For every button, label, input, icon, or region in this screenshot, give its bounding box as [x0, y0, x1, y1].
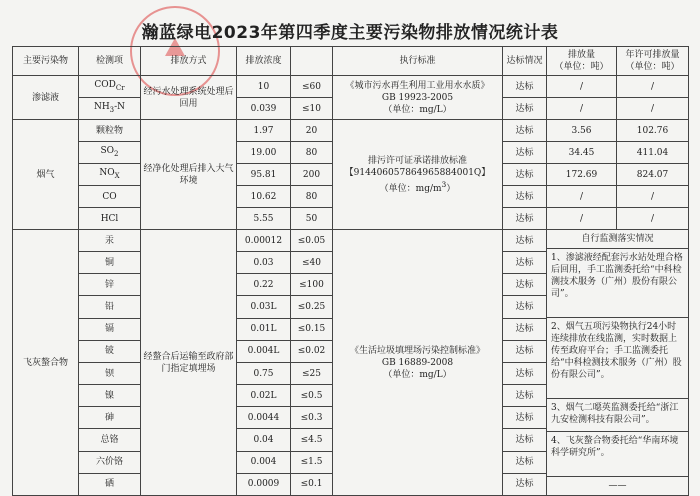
limit-cell: 80 [291, 186, 333, 208]
item-cell: 砷 [79, 407, 141, 429]
method-flue: 经净化处理后排入大气环境 [141, 120, 237, 230]
item-cell: $NH_3-N$ [79, 98, 141, 120]
status-cell: 达标 [503, 230, 547, 252]
header-permit: 年许可排放量 （单位：吨） [617, 47, 689, 76]
method-flyash: 经螯合后运输至政府部门指定填埋场 [141, 230, 237, 496]
header-item: 检测项 [79, 47, 141, 76]
limit-cell: ≤40 [291, 252, 333, 274]
conc-cell: 0.22 [237, 274, 291, 296]
limit-cell: 50 [291, 208, 333, 230]
emission-cell: / [547, 76, 617, 98]
status-cell: 达标 [503, 429, 547, 451]
item-cell: 铅 [79, 296, 141, 318]
table-row [13, 120, 689, 142]
item-cell: 硒 [79, 473, 141, 495]
limit-cell: ≤0.25 [291, 296, 333, 318]
status-cell: 达标 [503, 252, 547, 274]
status-cell: 达标 [503, 76, 547, 98]
item-cell: 钡 [79, 362, 141, 384]
conc-cell: 10 [237, 76, 291, 98]
item-cell: 总铬 [79, 429, 141, 451]
item-cell: 镍 [79, 385, 141, 407]
limit-cell: ≤0.02 [291, 340, 333, 362]
emission-cell: / [547, 98, 617, 120]
item-cell: 锌 [79, 274, 141, 296]
conc-cell: 10.62 [237, 186, 291, 208]
conc-cell: 0.02L [237, 385, 291, 407]
monitoring-notes [547, 230, 689, 496]
emission-cell: / [547, 186, 617, 208]
status-cell: 达标 [503, 164, 547, 186]
status-cell: 达标 [503, 186, 547, 208]
emission-cell: 172.69 [547, 164, 617, 186]
limit-cell: 20 [291, 120, 333, 142]
limit-cell: ≤0.05 [291, 230, 333, 252]
conc-cell: 5.55 [237, 208, 291, 230]
permit-cell: / [617, 208, 689, 230]
item-cell: HCl [79, 208, 141, 230]
status-cell: 达标 [503, 340, 547, 362]
limit-cell: ≤100 [291, 274, 333, 296]
item-cell: CO [79, 186, 141, 208]
header-limit [291, 47, 333, 76]
status-cell: 达标 [503, 142, 547, 164]
status-cell: 达标 [503, 451, 547, 473]
permit-cell: 102.76 [617, 120, 689, 142]
standard-leachate: 《城市污水再生利用工业用水水质》 GB 19923-2005 （单位：mg/L） [333, 76, 503, 120]
item-cell: 汞 [79, 230, 141, 252]
note-5: —— [608, 481, 627, 491]
conc-cell: 0.03L [237, 296, 291, 318]
item-cell: 铍 [79, 340, 141, 362]
header-row [13, 47, 689, 76]
conc-cell: 0.04 [237, 429, 291, 451]
limit-cell: ≤0.15 [291, 318, 333, 340]
status-cell: 达标 [503, 120, 547, 142]
conc-cell: 0.03 [237, 252, 291, 274]
limit-cell: ≤25 [291, 362, 333, 384]
conc-cell: 0.004 [237, 451, 291, 473]
standard-flue: 排污许可证承诺排放标准 【91440605786496588400​1Q】 （单位：$mg/m^3$） [333, 120, 503, 230]
status-cell: 达标 [503, 208, 547, 230]
permit-cell: 824.07 [617, 164, 689, 186]
status-cell: 达标 [503, 318, 547, 340]
limit-cell: ≤1.5 [291, 451, 333, 473]
table-row [13, 230, 689, 252]
document-title: 瀚蓝绿电2023年第四季度主要污染物排放情况统计表 [141, 23, 559, 43]
conc-cell: 0.0009 [237, 473, 291, 495]
limit-cell: 80 [291, 142, 333, 164]
header-status: 达标情况 [503, 47, 547, 76]
conc-cell: 19.00 [237, 142, 291, 164]
permit-cell: / [617, 76, 689, 98]
group-flyash: 飞灰螯合物 [13, 230, 79, 496]
emission-cell: 3.56 [547, 120, 617, 142]
group-flue: 烟气 [13, 120, 79, 230]
status-cell: 达标 [503, 407, 547, 429]
status-cell: 达标 [503, 98, 547, 120]
method-leachate: 经污水处理系统处理后回用 [141, 76, 237, 120]
limit-cell: ≤60 [291, 76, 333, 98]
conc-cell: 0.039 [237, 98, 291, 120]
conc-cell: 0.01L [237, 318, 291, 340]
group-leachate: 渗滤液 [13, 76, 79, 120]
emission-table [12, 46, 689, 496]
header-method: 排放方式 [141, 47, 237, 76]
status-cell: 达标 [503, 296, 547, 318]
permit-cell: / [617, 98, 689, 120]
note-3: 3、烟气二噁英监测委托给“浙江九安检测科技有限公司”。 [547, 399, 688, 432]
header-concentration: 排放浓度 [237, 47, 291, 76]
conc-cell: 0.00012 [237, 230, 291, 252]
limit-cell: ≤10 [291, 98, 333, 120]
item-cell: 六价铬 [79, 451, 141, 473]
emission-cell: 34.45 [547, 142, 617, 164]
permit-cell: / [617, 186, 689, 208]
status-cell: 达标 [503, 473, 547, 495]
status-cell: 达标 [503, 362, 547, 384]
item-cell: 颗粒物 [79, 120, 141, 142]
header-emission: 排放量 （单位：吨） [547, 47, 617, 76]
limit-cell: ≤0.1 [291, 473, 333, 495]
conc-cell: 0.75 [237, 362, 291, 384]
item-cell: $NO_X$ [79, 164, 141, 186]
notes-header: 自行监测落实情况 [547, 230, 688, 249]
limit-cell: 200 [291, 164, 333, 186]
header-pollutant: 主要污染物 [13, 47, 79, 76]
item-cell: 镉 [79, 318, 141, 340]
limit-cell: ≤0.5 [291, 385, 333, 407]
item-cell: $SO_2$ [79, 142, 141, 164]
note-2: 2、烟气五项污染物执行24小时连续排放在线监测，实时数据上传至政府平台；手工监测委托给“中科检测技术服务（广州）股份有限公司”。 [547, 318, 688, 399]
item-cell: $COD_{Cr}$ [79, 76, 141, 98]
conc-cell: 0.004L [237, 340, 291, 362]
item-cell: 铜 [79, 252, 141, 274]
limit-cell: ≤0.3 [291, 407, 333, 429]
emission-cell: / [547, 208, 617, 230]
status-cell: 达标 [503, 274, 547, 296]
conc-cell: 1.97 [237, 120, 291, 142]
limit-cell: ≤4.5 [291, 429, 333, 451]
conc-cell: 95.81 [237, 164, 291, 186]
note-4: 4、飞灰螯合物委托给“华南环境科学研究所”。 [547, 432, 688, 477]
note-1: 1、渗滤液经配套污水站处理合格后回用，手工监测委托给“中科检测技术服务（广州）股份有限公司”。 [547, 249, 688, 318]
conc-cell: 0.0044 [237, 407, 291, 429]
status-cell: 达标 [503, 385, 547, 407]
table-row [13, 76, 689, 98]
header-standard: 执行标准 [333, 47, 503, 76]
permit-cell: 411.04 [617, 142, 689, 164]
standard-flyash: 《生活垃圾填埋场污染控制标准》 GB 16889-2008 （单位：mg/L） [333, 230, 503, 496]
